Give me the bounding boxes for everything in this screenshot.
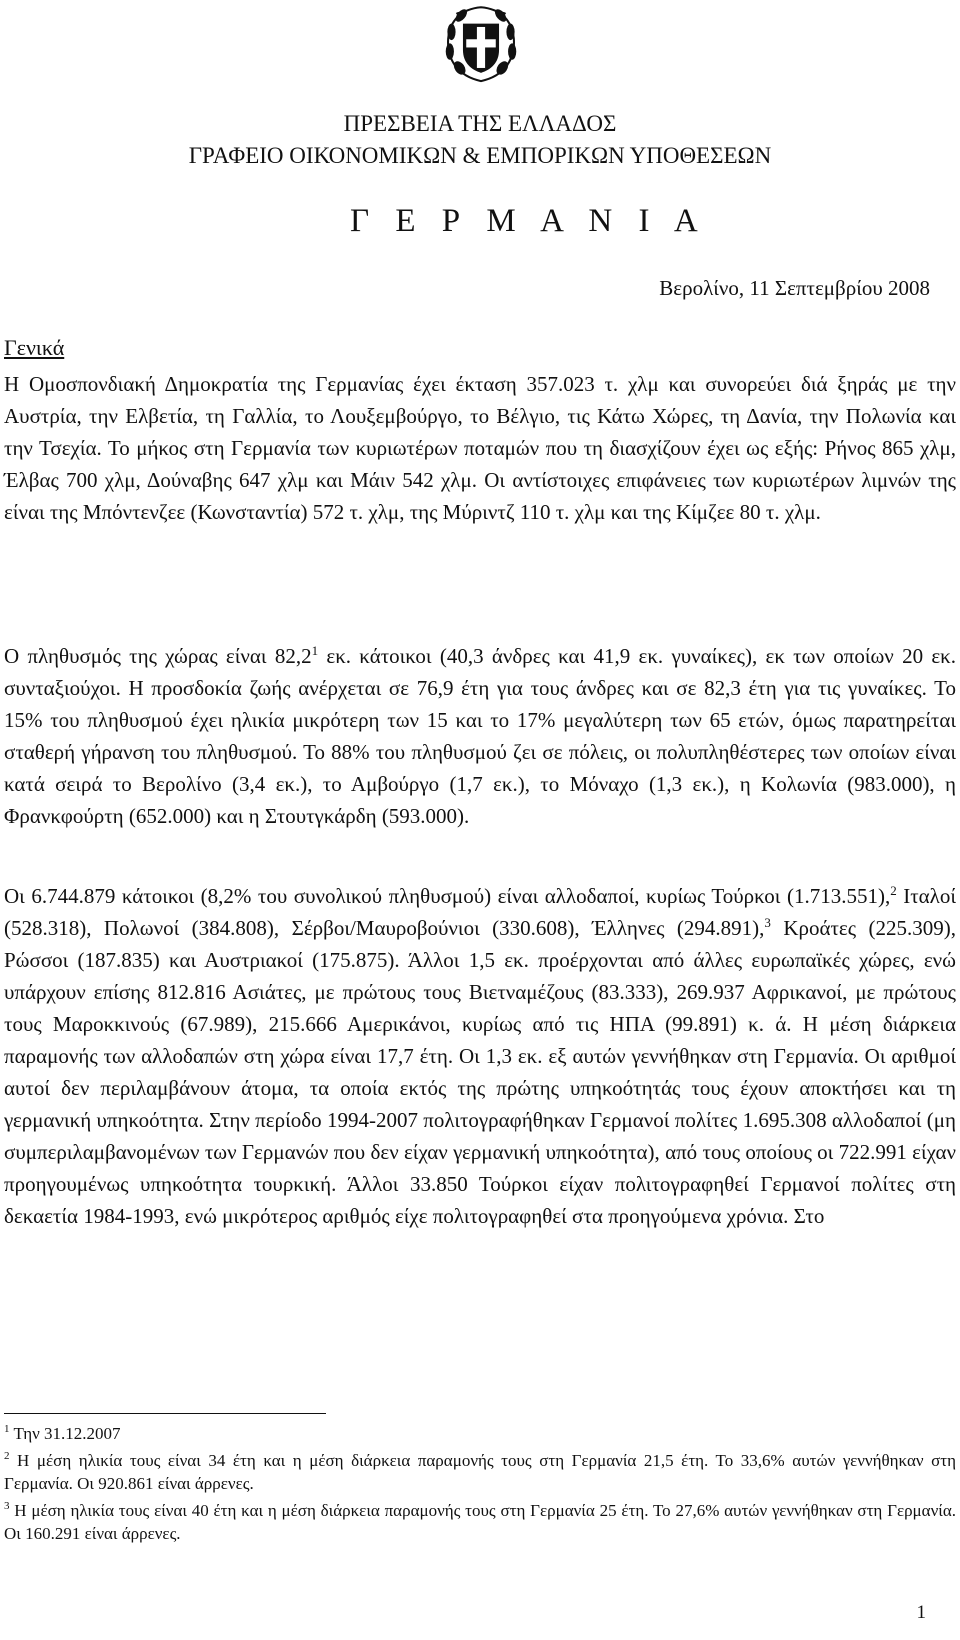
footnote-2 <box>4 1449 956 1495</box>
dateline: Βερολίνο, 11 Σεπτεμβρίου 2008 <box>659 276 930 300</box>
footnote-2-text: Η μέση ηλικία τους είναι 34 έτη και η μέση διάρκεια παραμονής τους στη Γερμανία 21,5 έτη. Το 33,6% αυτών γεννήθηκαν στη Γερμανία. Οι 920.861 είναι άρρενες. <box>4 1451 956 1493</box>
paragraph-population-text-b: εκ. κάτοικοι (40,3 άνδρες και 41,9 εκ. γυναίκες), εκ των οποίων 20 εκ. συνταξιούχοι. Η προσδοκία ζωής ανέρχεται σε 76,9 έτη για τους άνδρες και σε 82,3 έτη για τις γυναίκες. Το 15% του πληθυσμού έχει ηλικία μικρότερη των 15 και το 17% μεγαλύτερη των 65 ετών, όμως παρατηρείται σταθερή γήρανση του πληθυσμού. Το 88% του πληθυσμού ζει σε πόλεις, οι πολυπληθέστερες των οποίων είναι κατά σειρά το Βερολίνο (3,4 εκ.), το Αμβούργο (1,7 εκ.), το Μόναχο (1,3 εκ.), η Κολωνία (983.000), η Φρανκφούρτη (652.000) και η Στουτγκάρδη (593.000). <box>4 644 956 828</box>
office-name: ΓΡΑΦΕΙΟ ΟΙΚΟΝΟΜΙΚΩΝ & ΕΜΠΟΡΙΚΩΝ ΥΠΟΘΕΣΕΩΝ <box>188 143 772 168</box>
footnote-1-text: Την 31.12.2007 <box>9 1424 121 1443</box>
footnote-3 <box>4 1499 956 1545</box>
footnotes <box>4 1422 956 1549</box>
greek-state-emblem-icon <box>440 2 522 88</box>
footnote-ref-2[interactable]: 2 <box>890 883 897 898</box>
paragraph-geography: Η Ομοσπονδιακή Δημοκρατία της Γερμανίας έχει έκταση 357.023 τ. χλμ και συνορεύει διά ξηράς με την Αυστρία, την Ελβετία, τη Γαλλία, το Λουξεμβούργο, το Βέλγιο, τις Κάτω Χώρες, τη Δανία, την Πολωνία και την Τσεχία. Το μήκος στη Γερμανία των κυριωτέρων ποταμών που τη διασχίζουν έχει ως εξής: Ρήνος 865 χλμ, Έλβας 700 χλμ, Δούναβης 647 χλμ και Μάιν 542 χλμ. Οι αντίστοιχες επιφάνειες των κυριωτέρων λιμνών της είναι της Μπόντενζεε (Κωνσταντία) 572 τ. χλμ, της Μύριντζ 110 τ. χλμ και της Κίμζεε 80 τ. χλμ. <box>4 372 956 524</box>
footnote-ref-1[interactable]: 1 <box>311 643 319 658</box>
embassy-name: ΠΡΕΣΒΕΙΑ ΤΗΣ ΕΛΛΑΔΟΣ <box>343 111 617 136</box>
paragraph-population-text-a: Ο πληθυσμός της χώρας είναι 82,2 <box>4 644 312 668</box>
footnote-3-number: 3 <box>4 1500 10 1512</box>
footnote-1-number: 1 <box>4 1423 10 1435</box>
paragraph-foreigners-text-c: Κροάτες (225.309), Ρώσσοι (187.835) και Αυστριακοί (175.875). Άλλοι 1,5 εκ. προέρχονται από άλλες ευρωπαϊκές χώρες, ενώ υπάρχουν επίσης 812.816 Ασιάτες, με πρώτους τους Βιετναμέζους (83.333), 269.937 Αφρικανοί, με πρώτους τους Μαροκκινούς (67.989), 215.666 Αμερικάνοι, κυρίως από τις ΗΠΑ (99.891) κ. ά. Η μέση διάρκεια παραμονής των αλλοδαπών στη χώρα είναι 17,7 έτη. Οι 1,3 εκ. εξ αυτών γεννήθηκαν στη Γερμανία. Οι αριθμοί αυτοί δεν περιλαμβάνουν άτομα, τα οποία εκτός της πρώτης υπηκοότητάς τους έχουν αποκτήσει και τη γερμανική υπηκοότητα. Στην περίοδο 1994-2007 πολιτογραφήθηκαν Γερμανοί πολίτες 1.695.308 αλλοδαποί (μη συμπεριλαμβανομένων των Γερμανών που δεν είχαν γερμανική υπηκοότητα), από τους οποίους οι 722.991 είχαν προηγουμένως υπηκοότητα τουρκική. Άλλοι 33.850 Τούρκοι είχαν πολιτογραφηθεί Γερμανοί πολίτες στη δεκαετία 1984-1993, ενώ μικρότερος αριθμός είχε πολιτογραφηθεί στα προηγούμενα χρόνια. Στο <box>4 916 956 1228</box>
footnote-3-text: Η μέση ηλικία τους είναι 40 έτη και η μέση διάρκεια παραμονής τους στη Γερμανία 25 έτη. Το 27,6% αυτών γεννήθηκαν στη Γερμανία. Οι 160.291 είναι άρρενες. <box>4 1501 956 1543</box>
section-title: Γενικά <box>4 335 65 360</box>
footnote-ref-3[interactable]: 3 <box>764 915 771 930</box>
paragraph-population <box>4 640 956 832</box>
footnote-1 <box>4 1422 956 1445</box>
paragraph-foreigners <box>4 880 956 1232</box>
country-title: Γ Ε Ρ Μ Α Ν Ι Α <box>350 203 707 239</box>
paragraph-foreigners-text-a: Οι 6.744.879 κάτοικοι (8,2% του συνολικού πληθυσμού) είναι αλλοδαποί, κυρίως Τούρκοι (1.713.551), <box>4 884 891 908</box>
paragraph-foreigners-text-b: Ιταλοί (528.318), Πολωνοί (384.808), Σέρβοι/Μαυροβούνιοι (330.608), Έλληνες (294.891), <box>4 884 956 940</box>
page-number: 1 <box>916 1602 926 1623</box>
footnote-2-number: 2 <box>4 1450 10 1462</box>
footnote-divider <box>4 1413 326 1414</box>
